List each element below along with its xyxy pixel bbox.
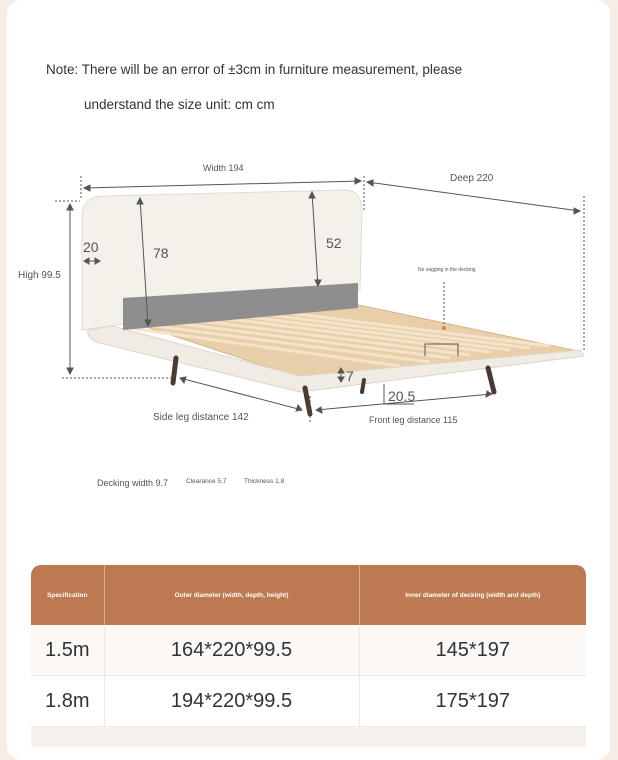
cell-spec: 1.5m <box>31 625 104 676</box>
leg <box>488 368 494 392</box>
width-label: Width 194 <box>203 163 244 173</box>
note-line-1: Note: There will be an error of ±3cm in furniture measurement, please <box>46 62 463 77</box>
dim-20-5: 20.5 <box>388 388 416 404</box>
leg <box>173 358 176 383</box>
table-row <box>31 625 586 676</box>
table-row-partial <box>31 727 586 747</box>
cell-inner: 175*197 <box>359 676 586 727</box>
cell-outer: 194*220*99.5 <box>104 676 359 727</box>
header-specification: Specification <box>31 565 104 625</box>
cell-outer: 164*220*99.5 <box>104 625 359 676</box>
dim-78: 78 <box>153 245 169 261</box>
front-leg-label: Front leg distance 115 <box>369 415 458 425</box>
spec-table-header <box>31 565 586 625</box>
deep-label: Deep 220 <box>450 173 494 184</box>
no-sagging-point <box>442 326 446 330</box>
dim-7: 7 <box>346 368 354 384</box>
cell-inner: 145*197 <box>359 625 586 676</box>
dim-20: 20 <box>83 239 99 255</box>
note-line-2: understand the size unit: cm cm <box>84 97 275 112</box>
thickness-label: Thickness 1.8 <box>244 478 285 485</box>
decking-width-label: Decking width 9.7 <box>97 478 169 488</box>
leg <box>362 380 364 392</box>
spec-table <box>31 565 586 727</box>
header-outer-diameter: Outer diameter (width, depth, height) <box>104 565 359 625</box>
header-inner-diameter: Inner diameter of decking (width and depth) <box>359 565 586 625</box>
clearance-label: Clearance 5.7 <box>186 478 227 485</box>
high-label: High 99.5 <box>18 270 61 281</box>
side-leg-label: Side leg distance 142 <box>153 412 249 423</box>
leg <box>305 388 310 414</box>
no-sagging-label: No sagging in the decking <box>418 267 476 273</box>
table-row <box>31 676 586 727</box>
cell-spec: 1.8m <box>31 676 104 727</box>
dim-52: 52 <box>326 235 342 251</box>
bed-dimension-diagram <box>0 150 618 450</box>
